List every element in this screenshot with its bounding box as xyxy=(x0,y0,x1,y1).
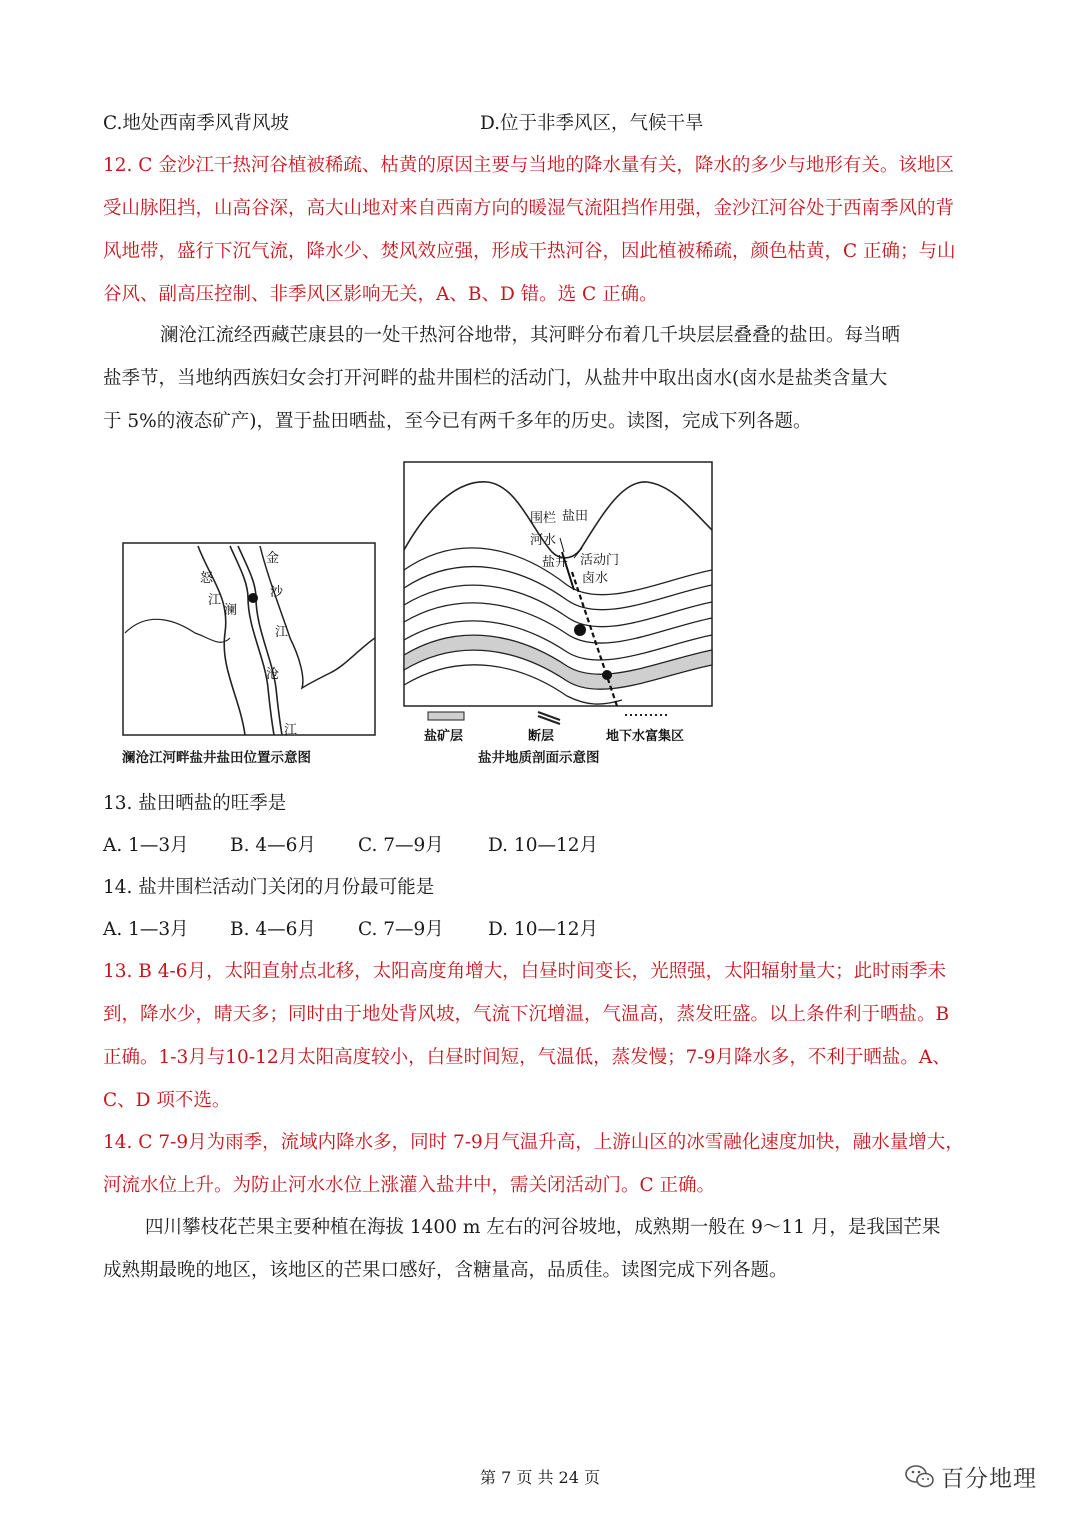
q13-option-d: D. 10—12月 xyxy=(488,835,599,856)
map-label-jiang4: 江 xyxy=(208,593,222,608)
passage2-line: 四川攀枝花芒果主要种植在海拔 1400 m 左右的河谷坡地，成熟期一般在 9～11 月，是我国芒果 xyxy=(145,1217,941,1238)
answer-12-line: 谷风、副高压控制、非季风区影响无关，A、B、D 错。选 C 正确。 xyxy=(103,284,658,305)
q14-option-b: B. 4—6月 xyxy=(230,919,316,940)
answer-13-line: C、D 项不选。 xyxy=(103,1090,231,1111)
section-label-heshui: 河水 xyxy=(530,533,557,548)
section-label-yantian: 盐田 xyxy=(562,509,589,524)
legend-water-label: 地下水富集区 xyxy=(606,729,685,744)
passage1-line: 盐季节，当地纳西族妇女会打开河畔的盐井围栏的活动门，从盐井中取出卤水(卤水是盐类含量大 xyxy=(103,368,888,389)
passage1-line: 于 5%的液态矿产)，置于盐田晒盐，至今已有两千多年的历史。读图，完成下列各题。 xyxy=(103,411,812,432)
wechat-icon xyxy=(905,1464,935,1490)
section-label-huodongmen: 活动门 xyxy=(580,553,620,568)
answer-14-line: 14. C 7-9月为雨季，流域内降水多，同时 7-9月气温升高，上游山区的冰雪融化速度加快，融水量增大， xyxy=(103,1132,964,1153)
answer-12-line: 风地带，盛行下沉气流，降水少、焚风效应强，形成干热河谷，因此植被稀疏，颜色枯黄，C 正确；与山 xyxy=(103,241,956,262)
map-label-sha: 沙 xyxy=(270,585,284,600)
answer-13-line: 正确。1-3月与10-12月太阳高度较小，白昼时间短，气温低，蒸发慢；7-9月降水多，不利于晒盐。A、 xyxy=(103,1047,951,1068)
map-caption: 澜沧江河畔盐井盐田位置示意图 xyxy=(122,750,311,766)
answer-12-line: 12. C 金沙江干热河谷植被稀疏、枯黄的原因主要与当地的降水量有关，降水的多少与地形有关。该地区 xyxy=(103,155,954,176)
passage2-line: 成熟期最晚的地区，该地区的芒果口感好，含糖量高，品质佳。读图完成下列各题。 xyxy=(103,1260,788,1281)
legend-ore-swatch xyxy=(428,712,464,720)
legend-fault-label: 断层 xyxy=(528,729,555,744)
location-map xyxy=(120,538,380,740)
map-label-jiang1: 江 xyxy=(275,625,289,640)
section-caption: 盐井地质剖面示意图 xyxy=(478,750,600,766)
q12-option-c: C.地处西南季风背风坡 xyxy=(103,113,289,134)
answer-13-line: 13. B 4-6月，太阳直射点北移，太阳高度角增大，白昼时间变长，光照强，太阳辐射量大；此时雨季未 xyxy=(103,961,947,982)
map-label-nu: 怒 xyxy=(200,571,214,586)
q14-stem: 14. 盐井围栏活动门关闭的月份最可能是 xyxy=(103,877,435,898)
section-legend xyxy=(420,710,710,750)
legend-ore-label: 盐矿层 xyxy=(424,729,464,744)
q12-option-d: D.位于非季风区，气候干旱 xyxy=(480,113,704,134)
q13-option-c: C. 7—9月 xyxy=(358,835,444,856)
section-label-lushui: 卤水 xyxy=(582,571,609,586)
map-label-lan: 澜 xyxy=(224,603,238,618)
passage1-line: 澜沧江流经西藏芒康县的一处干热河谷地带，其河畔分布着几千块层层叠叠的盐田。每当晒 xyxy=(160,325,901,346)
page-number: 第 7 页 共 24 页 xyxy=(480,1468,600,1487)
q14-option-d: D. 10—12月 xyxy=(488,919,599,940)
q13-option-a: A. 1—3月 xyxy=(103,835,189,856)
answer-13-line: 到，降水少，晴天多；同时由于地处背风坡，气流下沉增温，气温高，蒸发旺盛。以上条件利于晒盐。B xyxy=(103,1004,950,1025)
q14-option-c: C. 7—9月 xyxy=(358,919,444,940)
map-label-jiang2: 江 xyxy=(284,723,298,738)
geologic-section xyxy=(402,460,714,710)
section-label-weilan: 围栏 xyxy=(530,511,557,526)
map-label-jin: 金 xyxy=(266,551,280,566)
watermark-text: 百分地理 xyxy=(941,1466,1037,1492)
answer-14-line: 河流水位上升。为防止河水水位上涨灌入盐井中，需关闭活动门。C 正确。 xyxy=(103,1175,716,1196)
section-label-yanjing: 盐井 xyxy=(542,555,569,570)
q14-option-a: A. 1—3月 xyxy=(103,919,189,940)
q13-stem: 13. 盐田晒盐的旺季是 xyxy=(103,793,287,814)
watermark xyxy=(905,1460,1037,1493)
legend-fault-swatch xyxy=(538,712,560,720)
answer-12-line: 受山脉阻挡，山高谷深，高大山地对来自西南方向的暖湿气流阻挡作用强，金沙江河谷处于西南季风的背 xyxy=(103,198,955,219)
q13-option-b: B. 4—6月 xyxy=(230,835,316,856)
map-label-cang: 沧 xyxy=(266,667,280,682)
